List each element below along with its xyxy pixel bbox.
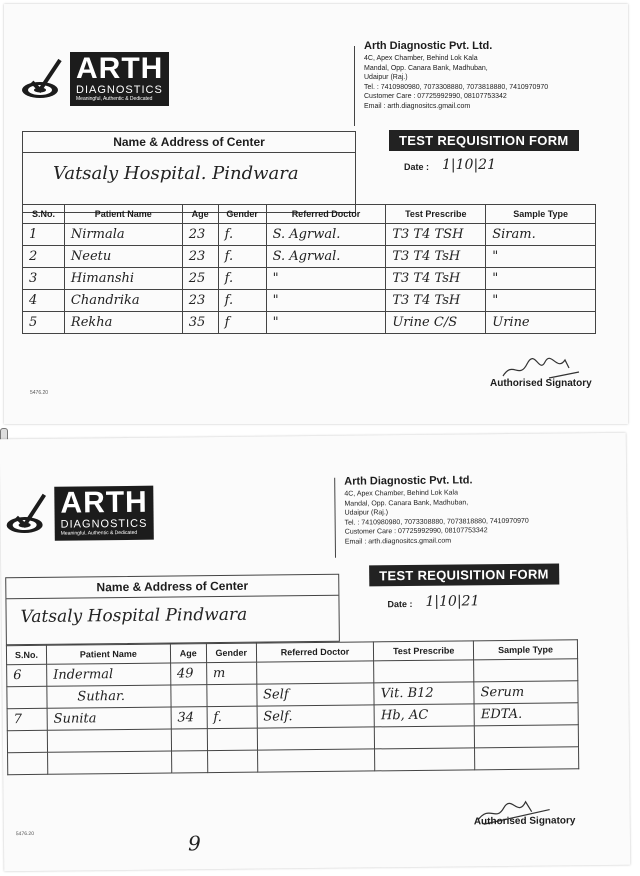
cell-name: Chandrika bbox=[64, 290, 182, 312]
col-gender: Gender bbox=[218, 205, 266, 224]
cell-doctor bbox=[257, 727, 375, 750]
cell-test bbox=[375, 748, 475, 771]
date-label: Date : bbox=[387, 598, 413, 610]
form-title: TEST REQUISITION FORM bbox=[389, 130, 579, 151]
company-email: Email : arth.diagnositcs.gmail.com bbox=[344, 537, 452, 546]
company-address-2: Mandal, Opp. Canara Bank, Madhuban, bbox=[344, 498, 469, 508]
authorised-signatory: Authorised Signatory bbox=[473, 815, 576, 828]
center-box-title: Name & Address of Center bbox=[6, 575, 338, 599]
logo-title: ARTH bbox=[76, 52, 164, 85]
company-tel: Tel. : 7410980980, 7073308880, 7073818880, 7410970970 bbox=[344, 517, 529, 527]
cell-sno bbox=[7, 730, 47, 752]
date-value: 1|10|21 bbox=[425, 593, 480, 610]
table-row bbox=[8, 747, 579, 775]
cell-name: Suthar. bbox=[47, 685, 171, 708]
patients-table bbox=[6, 639, 579, 775]
company-address-2: Mandal, Opp. Canara Bank, Madhuban, bbox=[364, 64, 488, 72]
table-row bbox=[23, 224, 596, 246]
patients-table bbox=[22, 204, 596, 334]
center-name: Vatsaly Hospital. Pindwara bbox=[53, 163, 299, 184]
logo-tagline: Meaningful, Authentic & Dedicated bbox=[60, 529, 138, 537]
logo-subtitle: DIAGNOSTICS bbox=[60, 517, 148, 531]
cell-test: Hb, AC bbox=[374, 704, 474, 727]
cell-name: Indermal bbox=[47, 663, 171, 686]
cell-gender: f bbox=[218, 312, 266, 334]
cell-age bbox=[171, 685, 207, 707]
cell-gender: f. bbox=[218, 224, 266, 246]
cell-gender: f. bbox=[218, 246, 266, 268]
cell-sample: " bbox=[486, 290, 596, 312]
col-gender: Gender bbox=[206, 643, 256, 663]
company-logo bbox=[20, 52, 169, 106]
cell-gender: m bbox=[206, 662, 256, 685]
requisition-form-1 bbox=[4, 4, 628, 424]
cell-test: T3 T4 TsH bbox=[386, 268, 486, 290]
col-patient-name: Patient Name bbox=[64, 205, 182, 224]
cell-doctor: " bbox=[266, 312, 386, 334]
cell-sno: 3 bbox=[23, 268, 65, 290]
cell-name: Nirmala bbox=[64, 224, 182, 246]
cell-name bbox=[47, 751, 171, 774]
cell-gender bbox=[207, 750, 257, 773]
cell-test: T3 T4 TsH bbox=[386, 290, 486, 312]
cell-gender bbox=[207, 728, 257, 751]
col-sample-type: Sample Type bbox=[486, 205, 596, 224]
table-row bbox=[23, 290, 596, 312]
company-address-3: Udaipur (Raj.) bbox=[344, 509, 389, 517]
cell-sno bbox=[7, 686, 47, 708]
form-title: TEST REQUISITION FORM bbox=[369, 563, 559, 586]
cell-sample bbox=[474, 659, 578, 682]
requisition-form-2 bbox=[0, 433, 630, 872]
cell-gender: f. bbox=[218, 290, 266, 312]
date-value: 1|10|21 bbox=[442, 157, 496, 173]
logo-target-icon bbox=[20, 56, 66, 102]
col-test-prescribe: Test Prescribe bbox=[374, 641, 474, 661]
cell-gender bbox=[207, 684, 257, 707]
cell-sno: 4 bbox=[23, 290, 65, 312]
logo-wordmark bbox=[70, 52, 169, 106]
company-name: Arth Diagnostic Pvt. Ltd. bbox=[364, 40, 493, 52]
authorised-signatory: Authorised Signatory bbox=[490, 378, 592, 389]
col-sno: S.No. bbox=[6, 645, 46, 664]
cell-test: Urine C/S bbox=[386, 312, 486, 334]
cell-doctor: Self bbox=[256, 683, 374, 706]
company-logo bbox=[4, 486, 154, 542]
cell-sno: 5 bbox=[23, 312, 65, 334]
header-divider bbox=[354, 46, 355, 126]
cell-sample: Siram. bbox=[486, 224, 596, 246]
col-test-prescribe: Test Prescribe bbox=[386, 205, 486, 224]
table-row bbox=[23, 312, 596, 334]
cell-age: 49 bbox=[170, 663, 206, 685]
company-details bbox=[364, 38, 548, 111]
form-code: 5476.20 bbox=[30, 390, 49, 396]
logo-wordmark bbox=[54, 486, 154, 541]
cell-sno: 2 bbox=[23, 246, 65, 268]
col-sno: S.No. bbox=[23, 205, 65, 224]
company-tel: Tel. : 7410980980, 7073308880, 7073818880, 7410970970 bbox=[364, 83, 549, 91]
cell-gender: f. bbox=[207, 706, 257, 729]
cell-doctor bbox=[256, 661, 374, 684]
date-label: Date : bbox=[404, 162, 430, 172]
cell-test: T3 T4 TsH bbox=[386, 246, 486, 268]
cell-age: 23 bbox=[182, 246, 218, 268]
cell-sample: " bbox=[486, 246, 596, 268]
cell-age: 35 bbox=[182, 312, 218, 334]
col-age: Age bbox=[182, 205, 218, 224]
cell-sample: " bbox=[486, 268, 596, 290]
table-row bbox=[23, 268, 596, 290]
cell-doctor: " bbox=[266, 268, 386, 290]
company-care: Customer Care : 07725992990, 08107753342 bbox=[364, 93, 507, 100]
footer-mark: 9 bbox=[187, 831, 201, 856]
cell-sno: 1 bbox=[23, 224, 65, 246]
company-email: Email : arth.diagnositcs.gmail.com bbox=[364, 102, 471, 110]
center-box-title: Name & Address of Center bbox=[23, 132, 355, 153]
cell-doctor: Self. bbox=[257, 705, 375, 728]
cell-gender: f. bbox=[218, 268, 266, 290]
company-name: Arth Diagnostic Pvt. Ltd. bbox=[344, 474, 473, 488]
table-header-row bbox=[23, 205, 596, 224]
cell-name bbox=[47, 729, 171, 752]
cell-doctor bbox=[257, 749, 375, 772]
cell-sno bbox=[8, 752, 48, 774]
cell-sample: Urine bbox=[486, 312, 596, 334]
cell-sno: 7 bbox=[7, 708, 47, 730]
cell-name: Rekha bbox=[64, 312, 182, 334]
cell-test bbox=[375, 726, 475, 749]
cell-doctor: S. Agrwal. bbox=[266, 224, 386, 246]
col-age: Age bbox=[170, 644, 206, 663]
logo-tagline: Meaningful, Authentic & Dedicated bbox=[76, 96, 153, 102]
center-box bbox=[22, 131, 356, 213]
cell-age: 34 bbox=[171, 707, 207, 729]
cell-test: Vit. B12 bbox=[374, 682, 474, 705]
cell-name: Himanshi bbox=[64, 268, 182, 290]
cell-name: Sunita bbox=[47, 707, 171, 730]
cell-test: T3 T4 TSH bbox=[386, 224, 486, 246]
company-details bbox=[344, 472, 529, 547]
company-address-3: Udaipur (Raj.) bbox=[364, 74, 408, 81]
cell-age bbox=[171, 751, 207, 773]
form-code: 5476.20 bbox=[15, 830, 34, 838]
cell-sno: 6 bbox=[7, 664, 47, 686]
cell-name: Neetu bbox=[64, 246, 182, 268]
cell-age bbox=[171, 729, 207, 751]
col-referred-doctor: Referred Doctor bbox=[256, 642, 374, 662]
company-care: Customer Care : 07725992990, 08107753342 bbox=[344, 527, 488, 536]
col-sample-type: Sample Type bbox=[474, 640, 578, 660]
center-name: Vatsaly Hospital Pindwara bbox=[20, 604, 248, 628]
logo-title: ARTH bbox=[60, 485, 148, 520]
center-box bbox=[5, 574, 340, 645]
cell-test bbox=[374, 660, 474, 683]
col-patient-name: Patient Name bbox=[46, 644, 170, 664]
col-referred-doctor: Referred Doctor bbox=[266, 205, 386, 224]
cell-age: 23 bbox=[182, 224, 218, 246]
cell-doctor: S. Agrwal. bbox=[266, 246, 386, 268]
cell-sample bbox=[475, 747, 579, 770]
cell-age: 25 bbox=[182, 268, 218, 290]
logo-subtitle: DIAGNOSTICS bbox=[76, 84, 163, 96]
table-row bbox=[23, 246, 596, 268]
header-divider bbox=[334, 478, 336, 558]
cell-sample: Serum bbox=[474, 681, 578, 704]
company-address-1: 4C, Apex Chamber, Behind Lok Kala bbox=[364, 55, 478, 62]
logo-target-icon bbox=[4, 491, 50, 537]
cell-doctor: " bbox=[266, 290, 386, 312]
cell-sample: EDTA. bbox=[474, 703, 578, 726]
company-address-1: 4C, Apex Chamber, Behind Lok Kala bbox=[344, 489, 459, 498]
cell-sample bbox=[474, 725, 578, 748]
cell-age: 23 bbox=[182, 290, 218, 312]
